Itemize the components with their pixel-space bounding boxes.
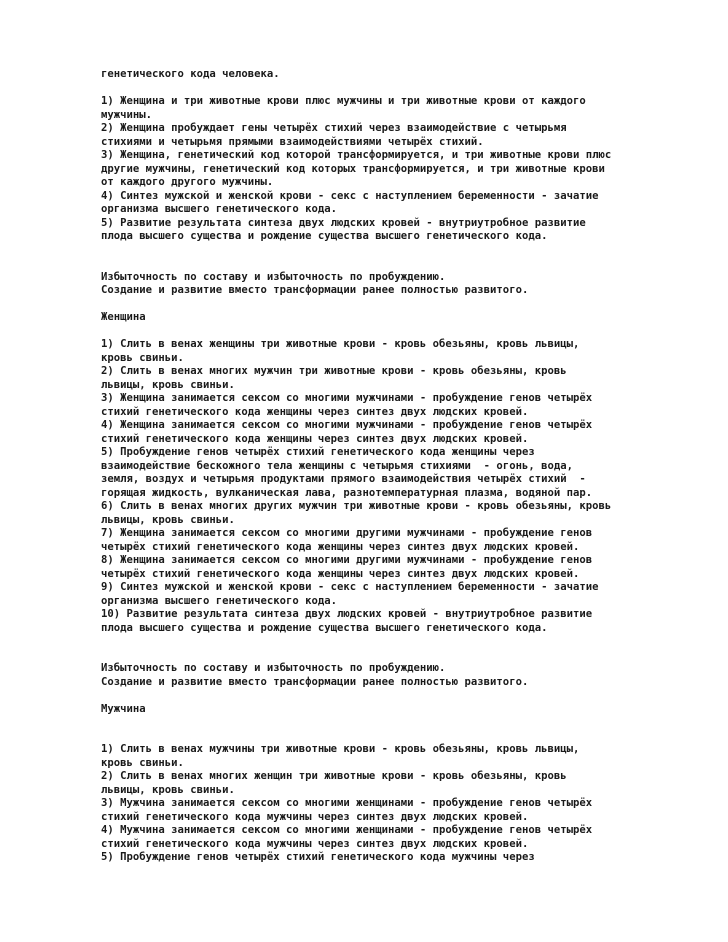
text-line: взаимодействие бескожного тела женщины с четырьмя стихиями - огонь, вода, [101,459,573,472]
text-line: Создание и развитие вместо трансформации ранее полностью развитого. [101,675,529,688]
text-line: земля, воздух и четырьмя продуктами прямого взаимодействия четырёх стихий - [101,473,586,485]
text-line: горящая жидкость, вулканическая лава, разнотемпературная плазма, водяной пар. [101,486,593,499]
text-line: организма высшего генетического кода. [101,203,337,215]
text-line: 4) Синтез мужской и женской крови - секс с наступлением беременности - зачатие [101,189,599,202]
text-line: стихий генетического кода мужчины через синтез двух людских кровей. [101,810,529,823]
document-body-text [101,68,691,865]
text-line: 5) Пробуждение генов четырёх стихий генетического кода женщины через [101,446,535,458]
text-line: 5) Пробуждение генов четырёх стихий генетического кода мужчины через [101,851,535,863]
text-line: львицы, кровь свиньи. [101,513,235,526]
text-line: 8) Женщина занимается сексом со многими другими мужчинами - пробуждение генов [101,554,593,566]
text-line: 6) Слить в венах многих других мужчин три животные крови - кровь обезьяны, кровь [101,500,612,512]
text-line: 1) Женщина и три животные крови плюс мужчины и три животные крови от каждого [101,95,586,107]
text-line [101,689,691,703]
text-line: стихий генетического кода женщины через синтез двух людских кровей. [101,432,529,445]
text-line: 7) Женщина занимается сексом со многими другими мужчинами - пробуждение генов [101,527,593,539]
text-line: другие мужчины, генетический код которых трансформируется, и три животные крови [101,162,605,175]
text-line [101,298,691,312]
text-line [101,325,691,339]
text-line: стихий генетического кода мужчины через синтез двух людских кровей. [101,837,529,850]
text-line [101,244,691,258]
text-line: 4) Женщина занимается сексом со многими мужчинами - пробуждение генов четырёх [101,419,593,431]
text-line: плода высшего существа и рождение существа высшего генетического кода. [101,230,548,242]
text-line: 2) Слить в венах многих женщин три животные крови - кровь обезьяны, кровь [101,770,567,782]
text-line [101,716,691,730]
text-line: кровь свиньи. [101,756,184,769]
text-line: кровь свиньи. [101,351,184,364]
text-line: четырёх стихий генетического кода женщины через синтез двух людских кровей. [101,540,580,553]
text-line: 2) Женщина пробуждает гены четырёх стихий через взаимодействие с четырьмя [101,122,567,134]
text-line: 3) Мужчина занимается сексом со многими женщинами - пробуждение генов четырёх [101,797,593,809]
text-line [101,649,691,663]
text-line: 1) Слить в венах мужчины три животные крови - кровь обезьяны, кровь львицы, [101,743,580,755]
text-line: 10) Развитие результата синтеза двух людских кровей - внутриутробное развитие [101,608,593,620]
text-line: стихиями и четырьмя прямыми взаимодействиями четырёх стихий. [101,135,484,148]
text-line: 4) Мужчина занимается сексом со многими женщинами - пробуждение генов четырёх [101,824,593,836]
text-line: 9) Синтез мужской и женской крови - секс с наступлением беременности - зачатие [101,581,599,593]
text-line: генетического кода человека. [101,68,280,80]
text-line: Избыточность по составу и избыточность по пробуждению. [101,270,446,283]
text-line: 5) Развитие результата синтеза двух людских кровей - внутриутробное развитие [101,216,586,229]
text-line: Мужчина [101,702,146,715]
text-line: 3) Женщина, генетический код которой трансформируется, и три животные крови плюс [101,149,612,161]
text-line: 2) Слить в венах многих мужчин три животные крови - кровь обезьяны, кровь [101,365,567,377]
text-line: четырёх стихий генетического кода женщины через синтез двух людских кровей. [101,567,580,580]
text-line: Женщина [101,311,146,323]
text-line: Создание и развитие вместо трансформации ранее полностью развитого. [101,284,529,296]
text-line [101,730,691,744]
text-line [101,82,691,96]
text-line: львицы, кровь свиньи. [101,783,235,796]
text-line: плода высшего существа и рождение существа высшего генетического кода. [101,621,548,634]
text-line: стихий генетического кода женщины через синтез двух людских кровей. [101,405,529,418]
text-line [101,635,691,649]
text-line: от каждого другого мужчины. [101,176,274,188]
text-line: 3) Женщина занимается сексом со многими мужчинами - пробуждение генов четырёх [101,392,593,404]
text-line: Избыточность по составу и избыточность по пробуждению. [101,662,446,674]
text-line [101,257,691,271]
text-line: мужчины. [101,108,153,121]
text-line: организма высшего генетического кода. [101,594,337,607]
text-line: 1) Слить в венах женщины три животные крови - кровь обезьяны, кровь львицы, [101,338,580,350]
text-line: львицы, кровь свиньи. [101,378,235,391]
